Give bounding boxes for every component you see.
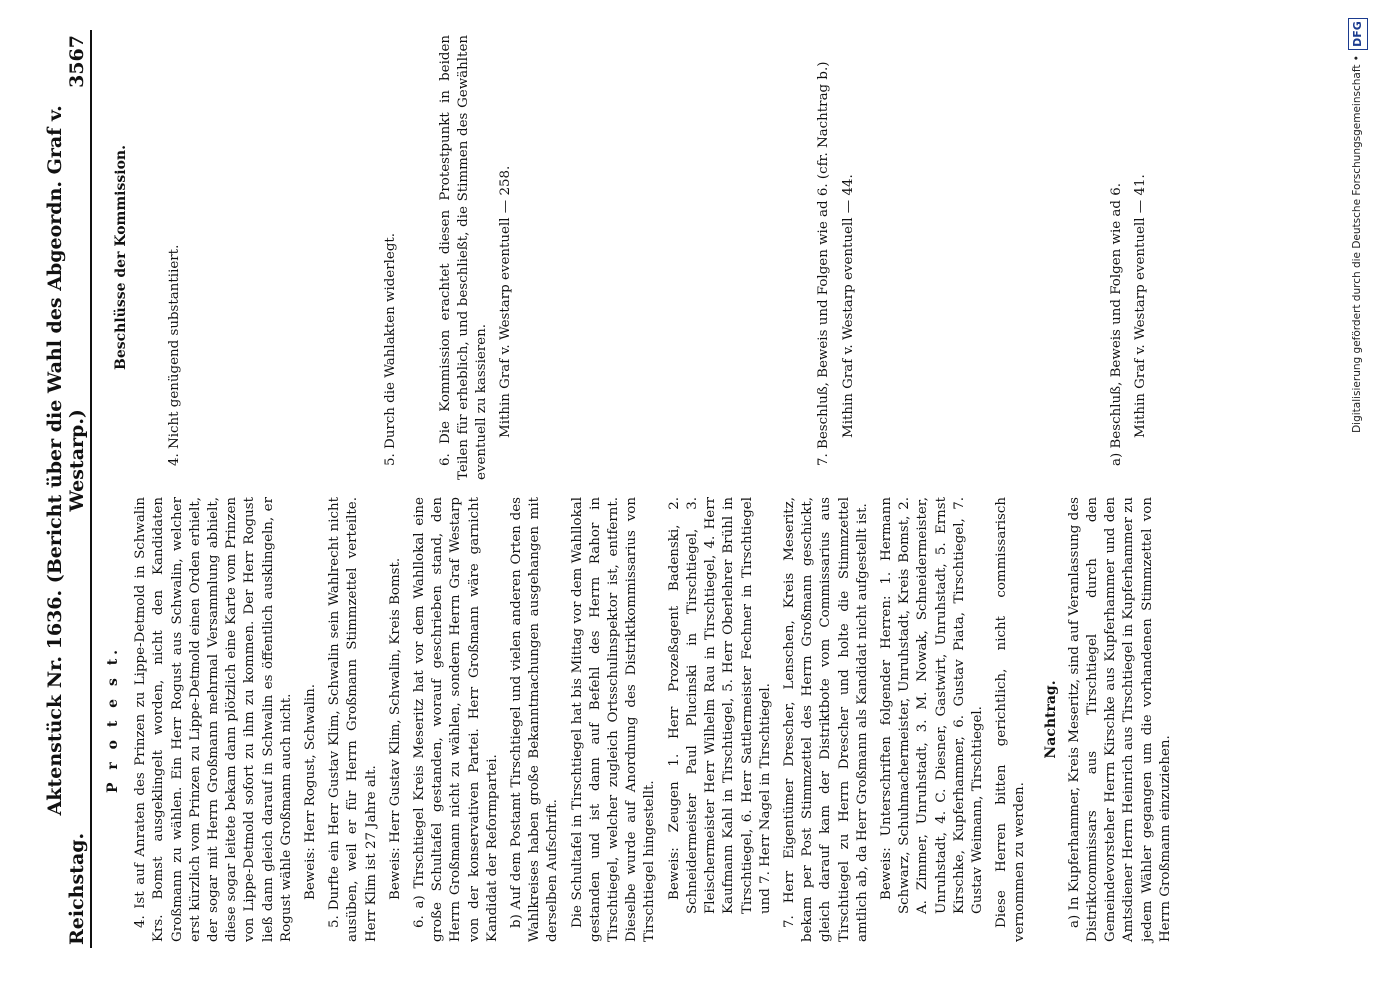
header-reichstag: Reichstag. <box>66 832 88 945</box>
header-title: Aktenstück Nr. 1636. (Bericht über die Wahl des Abgeordn. Graf v. Westarp.) <box>44 105 88 816</box>
protest-item-6b: b) Auf dem Postamt Tirschtiegel und vielen anderen Orten des Wahlkreises haben große Bekanntmachungen ausgehangen mit derselben Aufschrift. <box>509 497 561 942</box>
header-rule <box>90 30 92 948</box>
decision-a: a) Beschluß, Beweis und Folgen wie ad 6. <box>1108 182 1124 466</box>
dfg-logo: DFG <box>1348 18 1368 50</box>
nachtrag-item-a: a) In Kupferhammer, Kreis Meseritz, sind auf Veranlassung des Distriktcommissars aus Tirschtiegel durch den Gemeindevorsteher Herrn Kirschke aus Kupferhammer und den Amtsdiener Herrn Heinrich aus Tirschtiegel in Kupferhammer zu jedem Wähler gegangen um die vorhandenen Stimmzettel von Herrn Großmann einzuziehen. <box>1066 497 1173 942</box>
protest-item-5-proof: Beweis: Herr Gustav Klim, Schwalin, Kreis Bomst. <box>387 557 403 900</box>
decisions-title: Beschlüsse der Kommission. <box>113 145 129 370</box>
nachtrag-title: Nachtrag. <box>1042 680 1059 759</box>
protest-item-4: 4. Ist auf Anraten des Prinzen zu Lippe-Detmold in Schwalin Krs. Bomst ausgeklingelt worden, nicht den Kandidaten Großmann zu wählen. Ein Herr Rogust aus Schwalin, welcher erst kürzlich vom Prinzen zu Lippe-Detmold einen Orden erhielt, der sogar mit Herrn Großmann mehrmal Versammlung abhielt, diese sogar leitete bekam dann plötzlich eine Karte vom Prinzen von Lippe-Detmold sofort zu ihm zu kommen. Der Herr Rogust ließ dann gleich darauf in Schwalin es öffentlich ausklingeln, er Rogust wähle Großmann auch nicht. <box>133 497 294 942</box>
decisions-column <box>100 35 1156 480</box>
protest-item-6a: 6. a) Tirschtiegel Kreis Meseritz hat vor dem Wahllokal eine große Schultafel gestanden, worauf geschrieben stand, den Herrn Großmann nicht zu wählen, sondern Herrn Graf Westarp von der konservativen Partei. Herr Großmann wäre garnicht Kandidat der Reformpartei. <box>412 497 500 942</box>
decision-5: 5. Durch die Wahlakten widerlegt. <box>383 232 399 466</box>
protest-item-5: 5. Durfte ein Herr Gustav Klim, Schwalin sein Wahlrecht nicht ausüben, weil er für Herrn Großmann Stimmzettel verteilte. Herr Klim ist 27 Jahre alt. <box>327 497 379 942</box>
protest-item-7: 7. Herr Eigentümer Drescher, Lenschen, Kreis Meseritz, bekam per Post Stimmzettel des Herrn Großmann geschickt, gleich darauf kam der Distriktbote vom Commissarius aus Tirschtiegel zu Herrn Drescher und holte die Stimmzettel amtlich ab, da Herr Großmann als Kandidat nicht aufgestellt ist. <box>781 497 870 942</box>
protest-item-7-close: Diese Herren bitten gerichtlich, nicht commissarisch vernommen zu werden. <box>994 497 1028 942</box>
decision-6: 6. Die Kommission erachtet diesen Protestpunkt in beiden Teilen für erheblich, und beschließt, die Stimmen des Gewählten eventuell zu kassieren. <box>437 35 490 480</box>
digitization-sidebar <box>1290 0 1380 1000</box>
page-header <box>44 35 88 945</box>
protest-item-4-proof: Beweis: Herr Rogust, Schwalin. <box>303 683 319 900</box>
dfg-credit: Digitalisierung gefördert durch die Deutsche Forschungsgemeinschaft • <box>1351 55 1363 433</box>
decision-4: 4. Nicht genügend substantiiert. <box>167 244 183 466</box>
protest-item-6-proof: Beweis: Zeugen 1. Herr Prozeßagent Badenski, 2. Schneidermeister Paul Plucinski in Tirschtiegel, 3. Fleischermeister Herr Wilhelm Rau in Tirschtiegel, 4. Herr Kaufmann Kahl in Tirschtiegel, 5. Herr Oberlehrer Brühl in Tirschtiegel, 6. Herr Sattlermeister Fechner in Tirschtiegel und 7. Herr Nagel in Tirschtiegel. <box>666 497 773 914</box>
protest-title: P r o t e s t. <box>105 645 121 794</box>
decision-6-result: Mithin Graf v. Westarp eventuell — 258. <box>498 165 514 438</box>
protest-item-7-proof: Beweis: Unterschriften folgender Herren: 1. Hermann Schwarz, Schuhmachermeister, Unruhstadt, Kreis Bomst, 2. A. Zimmer, Unruhstadt, 3. M. Nowak, Schneidermeister, Unruhstadt, 4. C. Diesner, Gastwirt, Unruhstadt, 5. Ernst Kirschke, Kupferhammer, 6. Gustav Piata, Tirschtiegel, 7. Gustav Weimann, Tirschtiegel. <box>878 497 985 914</box>
protest-column <box>100 497 1181 942</box>
decision-a-result: Mithin Graf v. Westarp eventuell — 41. <box>1133 174 1149 438</box>
page-number: 3567 <box>66 35 88 88</box>
protest-item-6c: Die Schultafel in Tirschtiegel hat bis Mittag vor dem Wahllokal gestanden und ist dann auf Befehl des Herrn Rahor in Tirschtiegel, welcher zugleich Ortsschulinspektor ist, entfernt. Dieselbe wurde auf Anordnung des Distriktkommissarius von Tirschtiegel hingestellt. <box>569 497 658 942</box>
decision-7-result: Mithin Graf v. Westarp eventuell — 44. <box>840 174 856 438</box>
decision-7: 7. Beschluß, Beweis und Folgen wie ad 6. (cfr. Nachtrag b.) <box>816 61 832 466</box>
